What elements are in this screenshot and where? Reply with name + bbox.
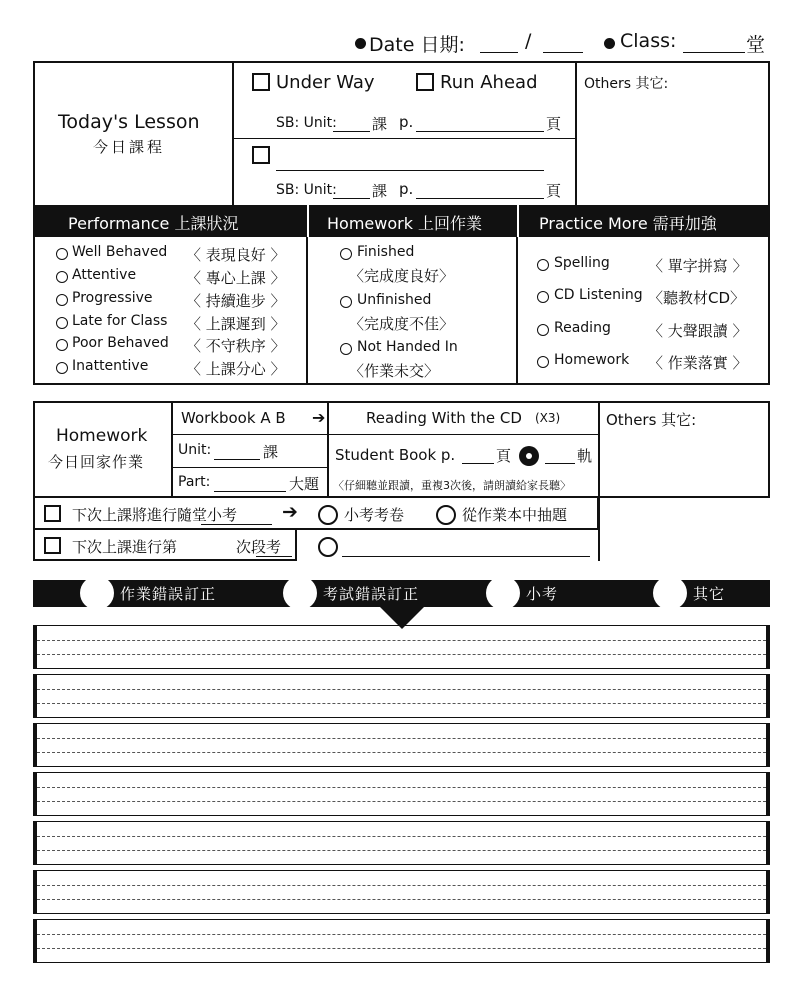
sb-page-field[interactable] xyxy=(416,131,544,132)
divider xyxy=(327,401,329,498)
corrections-circle[interactable] xyxy=(486,576,520,610)
run-ahead-label: Run Ahead xyxy=(440,72,538,93)
hw-ke-label: 課 xyxy=(263,443,279,461)
gui-label: 軌 xyxy=(577,447,593,465)
reading-note: 〈仔細聽並跟讀，重複3次後，請朗讀給家長聽〉 xyxy=(333,479,571,492)
writing-row[interactable] xyxy=(33,674,770,718)
other-lesson-field[interactable] xyxy=(276,170,544,171)
class-suffix: 堂 xyxy=(746,34,766,56)
quiz-line: 下次上課將進行隨堂小考 xyxy=(72,506,238,524)
practice-en: Spelling xyxy=(554,255,610,271)
divider xyxy=(575,61,577,206)
hw-prev-cn: 〈完成度不佳〉 xyxy=(349,315,455,333)
practice-en: Reading xyxy=(554,320,611,336)
radio-cd-listening[interactable] xyxy=(537,291,549,303)
radio-poor-behaved[interactable] xyxy=(56,339,68,351)
radio-other-option[interactable] xyxy=(318,537,338,557)
x3-label: (X3) xyxy=(535,411,561,425)
hw-unit-field[interactable] xyxy=(214,459,260,460)
homework-others-label: Others 其它: xyxy=(606,411,697,429)
hw-prev-en: Unfinished xyxy=(357,292,432,308)
correction-item: 其它 xyxy=(693,585,726,603)
quiz-checkbox[interactable] xyxy=(44,505,61,522)
arrow-icon: ➔ xyxy=(282,501,298,523)
practice-cn: 〈聽教材CD〉 xyxy=(648,289,746,307)
hw-prev-cn: 〈作業未交〉 xyxy=(349,362,440,380)
bullet-dot xyxy=(604,38,615,49)
class-field[interactable] xyxy=(683,52,745,53)
radio-from-workbook[interactable] xyxy=(436,505,456,525)
radio-spelling[interactable] xyxy=(537,259,549,271)
ke-label-2: 課 xyxy=(372,182,388,200)
lesson-others-label: Others 其它: xyxy=(584,76,669,92)
perf-item-cn: 〈 持續進步 〉 xyxy=(186,292,286,310)
class-label: Class: xyxy=(620,30,677,52)
practice-cn: 〈 大聲跟讀 〉 xyxy=(648,322,748,340)
workbook-label: Workbook A B xyxy=(181,409,286,427)
correction-item: 作業錯誤訂正 xyxy=(120,585,217,603)
writing-row[interactable] xyxy=(33,625,770,669)
radio-not-handed-in[interactable] xyxy=(340,343,352,355)
correction-item: 考試錯誤訂正 xyxy=(323,585,420,603)
opt-quiz-paper: 小考考卷 xyxy=(344,506,405,524)
under-way-checkbox[interactable] xyxy=(252,73,270,91)
radio-unfinished[interactable] xyxy=(340,296,352,308)
reading-cd-label: Reading With the CD xyxy=(366,409,522,427)
header-separator xyxy=(307,205,309,237)
underline xyxy=(201,524,272,525)
homework-title: Homework xyxy=(56,426,148,446)
divider xyxy=(232,61,234,206)
homework-title-cn: 今日回家作業 xyxy=(48,453,145,471)
cd-icon xyxy=(519,446,539,466)
under-way-label: Under Way xyxy=(276,72,375,93)
perf-item-cn: 〈 上課遲到 〉 xyxy=(186,315,286,333)
hw-part-field[interactable] xyxy=(214,491,286,492)
radio-progressive[interactable] xyxy=(56,294,68,306)
cd-track-field[interactable] xyxy=(545,463,575,464)
exam-line-b: 次段考 xyxy=(236,538,282,556)
practice-cn: 〈 作業落實 〉 xyxy=(648,354,748,372)
date-slash: / xyxy=(525,30,532,52)
radio-quiz-paper[interactable] xyxy=(318,505,338,525)
perf-item-cn: 〈 專心上課 〉 xyxy=(186,269,286,287)
performance-header: Performance 上課狀況 xyxy=(68,214,239,233)
practice-header: Practice More 需再加強 xyxy=(539,214,717,233)
other-option-field[interactable] xyxy=(342,556,590,557)
perf-item-en: Well Behaved xyxy=(72,244,168,260)
divider xyxy=(171,434,599,435)
ye-label: 頁 xyxy=(546,115,562,133)
perf-item-en: Inattentive xyxy=(72,358,149,374)
perf-item-en: Progressive xyxy=(72,290,153,306)
bullet-dot xyxy=(355,38,366,49)
ke-label: 課 xyxy=(372,115,388,133)
perf-item-en: Attentive xyxy=(72,267,137,283)
hw-prev-cn: 〈完成度良好〉 xyxy=(349,267,455,285)
perf-item-en: Poor Behaved xyxy=(72,335,169,351)
radio-reading[interactable] xyxy=(537,324,549,336)
corrections-circle[interactable] xyxy=(80,576,114,610)
radio-well-behaved[interactable] xyxy=(56,248,68,260)
date-day-field[interactable] xyxy=(543,52,583,53)
date-label: Date 日期: xyxy=(369,34,465,56)
sb-unit-field[interactable] xyxy=(333,131,370,132)
corrections-circle[interactable] xyxy=(283,576,317,610)
sb-unit-field-2[interactable] xyxy=(333,198,370,199)
radio-homework[interactable] xyxy=(537,356,549,368)
writing-row[interactable] xyxy=(33,772,770,816)
writing-row[interactable] xyxy=(33,919,770,963)
student-book-label: Student Book p. xyxy=(335,446,456,464)
arrow-icon: ➔ xyxy=(312,408,326,427)
hw-part-label: Part: xyxy=(178,474,211,490)
hw-prev-en: Finished xyxy=(357,244,415,260)
writing-row[interactable] xyxy=(33,870,770,914)
hw-dati-label: 大題 xyxy=(289,475,320,493)
divider xyxy=(598,401,600,561)
divider xyxy=(171,467,328,468)
perf-item-cn: 〈 不守秩序 〉 xyxy=(186,337,286,355)
sb-page-field-2[interactable] xyxy=(416,198,544,199)
corrections-circle[interactable] xyxy=(653,576,687,610)
ye-label-2: 頁 xyxy=(546,182,562,200)
writing-row[interactable] xyxy=(33,723,770,767)
homework-prev-header: Homework 上回作業 xyxy=(327,214,483,233)
run-ahead-checkbox[interactable] xyxy=(416,73,434,91)
practice-en: CD Listening xyxy=(554,287,643,303)
writing-row[interactable] xyxy=(33,821,770,865)
header-separator xyxy=(517,205,519,237)
underline xyxy=(256,556,292,557)
hw-unit-label: Unit: xyxy=(178,442,212,458)
practice-cn: 〈 單字拼寫 〉 xyxy=(648,257,748,275)
other-lesson-checkbox[interactable] xyxy=(252,146,270,164)
hw-ye-label: 頁 xyxy=(496,447,512,465)
perf-item-cn: 〈 上課分心 〉 xyxy=(186,360,286,378)
date-month-field[interactable] xyxy=(480,52,518,53)
radio-inattentive[interactable] xyxy=(56,362,68,374)
radio-attentive[interactable] xyxy=(56,271,68,283)
divider xyxy=(232,138,576,139)
lesson-title-cn: 今日課程 xyxy=(93,138,166,156)
exam-checkbox[interactable] xyxy=(44,537,61,554)
divider xyxy=(171,401,173,498)
lesson-title: Today's Lesson xyxy=(58,111,200,133)
radio-late[interactable] xyxy=(56,317,68,329)
exam-line-a: 下次上課進行第 xyxy=(72,538,178,556)
student-book-page-field[interactable] xyxy=(462,463,494,464)
practice-en: Homework xyxy=(554,352,630,368)
correction-item: 小考 xyxy=(526,585,559,603)
perf-item-en: Late for Class xyxy=(72,313,168,329)
sb-unit-label-2: SB: Unit: xyxy=(276,182,337,198)
radio-finished[interactable] xyxy=(340,248,352,260)
page-label-2: p. xyxy=(399,180,414,198)
sb-unit-label: SB: Unit: xyxy=(276,115,337,131)
perf-item-cn: 〈 表現良好 〉 xyxy=(186,246,286,264)
hw-prev-en: Not Handed In xyxy=(357,339,458,355)
page-label: p. xyxy=(399,113,414,131)
opt-from-workbook: 從作業本中抽題 xyxy=(462,506,568,524)
